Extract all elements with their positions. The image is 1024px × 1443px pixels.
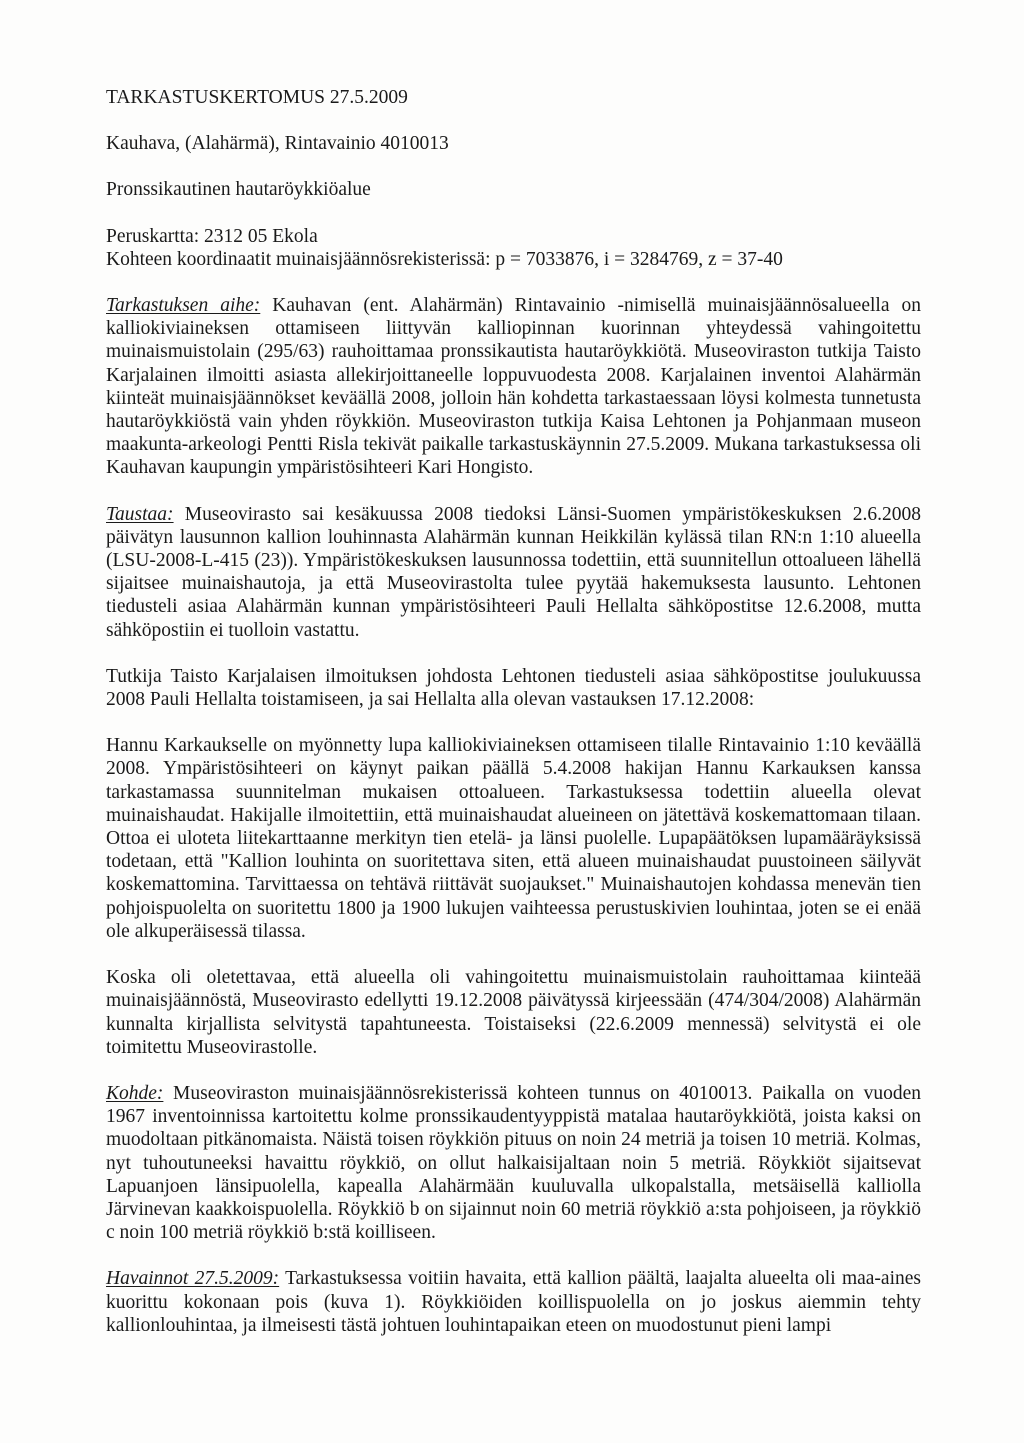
paragraph-havainnot [106, 1267, 921, 1337]
report-title: TARKASTUSKERTOMUS 27.5.2009 [106, 87, 408, 108]
site-coordinates: Kohteen koordinaatit muinaisjäännösrekisterissä: p = 7033876, i = 3284769, z = 37-40 [106, 248, 783, 270]
paragraph-taustaa [106, 503, 921, 642]
section-text-tarkastuksen-aihe: Kauhavan (ent. Alahärmän) Rintavainio -nimisellä muinaisjäännösalueella on kalliokiviaineksen ottamiseen liittyvän kalliopinnan kuorinnan yhteydessä vahingoitettu muinaismuistolain (295/63) rauhoittamaa pronssikautista hautaröykkiötä. Museoviraston tutkija Taisto Karjalainen ilmoitti asiasta allekirjoittaneelle loppuvuodesta 2008. Karjalainen inventoi Alahärmän kiinteät muinaisjäännökset keväällä 2008, jolloin hän kohdetta tarkastaessaan löysi kolmesta tunnetusta hautaröykkiöstä vain yhden röykkiön. Museoviraston tutkija Kaisa Lehtonen ja Pohjanmaan museon maakunta-arkeologi Pentti Risla tekivät paikalle tarkastuskäynnin 27.5.2009. Mukana tarkastuksessa oli Kauhavan kaupungin ympäristösihteeri Kari Hongisto. [106, 295, 921, 479]
paragraph-tutkija: Tutkija Taisto Karjalaisen ilmoituksen johdosta Lehtonen tiedusteli asiaa sähköpostitse joulukuussa 2008 Pauli Hellalta toistamiseen, ja sai Hellalta alla olevan vastauksen 17.12.2008: [106, 665, 921, 711]
section-label-taustaa: Taustaa: [106, 503, 174, 525]
paragraph-kohde [106, 1082, 921, 1244]
section-text-taustaa: Museovirasto sai kesäkuussa 2008 tiedoksi Länsi-Suomen ympäristökeskuksen 2.6.2008 päivätyn lausunnon kallion louhinnasta Alahärmän kunnan Heikkilän kylässä tilan RN:n 1:10 alueella (LSU-2008-L-415 (23)). Ympäristökeskuksen lausunnossa todettiin, että suunnitellun ottoalueen lähellä sijaitsee muinaishautoja, ja että Museovirastolta tulee pyytää hakemuksesta lausunto. Lehtonen tiedusteli asiaa Alahärmän kunnan ympäristösihteeri Pauli Hellalta sähköpostitse 12.6.2008, mutta sähköpostiin ei tuolloin vastattu. [106, 503, 921, 641]
site-type: Pronssikautinen hautaröykkiöalue [106, 179, 371, 201]
base-map: Peruskartta: 2312 05 Ekola [106, 225, 318, 247]
paragraph-tarkastuksen-aihe [106, 294, 921, 480]
paragraph-vastaus: Hannu Karkaukselle on myönnetty lupa kalliokiviaineksen ottamiseen tilalle Rintavainio 1:10 keväällä 2008. Ympäristösihteeri on käynyt paikan päällä 5.4.2008 hakijan Hannu Karkauksen kanssa tarkastamassa suunnitelman mukaisen ottoalueen. Tarkastuksessa todettiin alueella olevat muinaishaudat. Hakijalle ilmoitettiin, että muinaishaudat alueineen on jätettävä koskemattomaan tilaan. Ottoa ei uloteta liitekarttaanne merkityn tien etelä- ja länsi puolelle. Lupapäätöksen lupamääräyksissä todetaan, että "Kallion louhinta on suoritettava siten, että alueen muinaishaudat puustoineen säilyvät koskemattomina. Tarvittaessa on tehtävä riittävät suojaukset." Muinaishautojen kohdassa menevän tien pohjoispuolelta on suoritettu 1800 ja 1900 lukujen vaihteessa perustuskivien louhintaa, joten se ei enää ole alkuperäisessä tilassa. [106, 735, 921, 942]
section-text-havainnot: Tarkastuksessa voitiin havaita, että kallion päältä, laajalta alueelta oli maa-aines kuorittu kokonaan pois (kuva 1). Röykkiöiden koillispuolella on jo joskus aiemmin tehty kallionlouhintaa, ja ilmeisesti tästä johtuen louhintapaikan eteen on muodostunut pieni lampi [106, 1268, 921, 1336]
section-label-tarkastuksen-aihe: Tarkastuksen aihe: [106, 295, 261, 317]
section-label-havainnot: Havainnot 27.5.2009: [106, 1268, 280, 1290]
section-label-kohde: Kohde: [106, 1082, 164, 1104]
section-text-kohde: Museoviraston muinaisjäännösrekisterissä kohteen tunnus on 4010013. Paikalla on vuoden 1967 inventoinnissa kartoitettu kolme pronssikaudentyyppistä matalaa hautaröykkiötä, joista kaksi on muodoltaan pitkänomaista. Näistä toisen röykkiön pituus on noin 24 metriä ja toisen 10 metriä. Kolmas, nyt tuhoutuneeksi havaittu röykkiö, on ollut halkaisijaltaan noin 5 metriä. Röykkiöt sijaitsevat Lapuanjoen länsipuolella, kapealla Alahärmään kuuluvalla ulkopalstalla, metsäisellä kalliolla Järvinevan kaakkoispuolella. Röykkiö b on sijainnut noin 60 metriä röykkiö a:sta pohjoiseen, ja röykkiö c noin 100 metriä röykkiö b:stä koilliseen. [106, 1082, 921, 1244]
paragraph-koska: Koska oli oletettavaa, että alueella oli vahingoitettu muinaismuistolain rauhoittamaa kiinteää muinaisjäännöstä, Museovirasto edellytti 19.12.2008 päivätyssä kirjeessään (474/304/2008) Alahärmän kunnalta kirjallista selvitystä tapahtuneesta. Toistaiseksi (22.6.2009 mennessä) selvitystä ei ole toimitettu Museovirastolle. [106, 967, 921, 1058]
document-body [106, 86, 921, 1360]
site-location: Kauhava, (Alahärmä), Rintavainio 4010013 [106, 133, 449, 155]
